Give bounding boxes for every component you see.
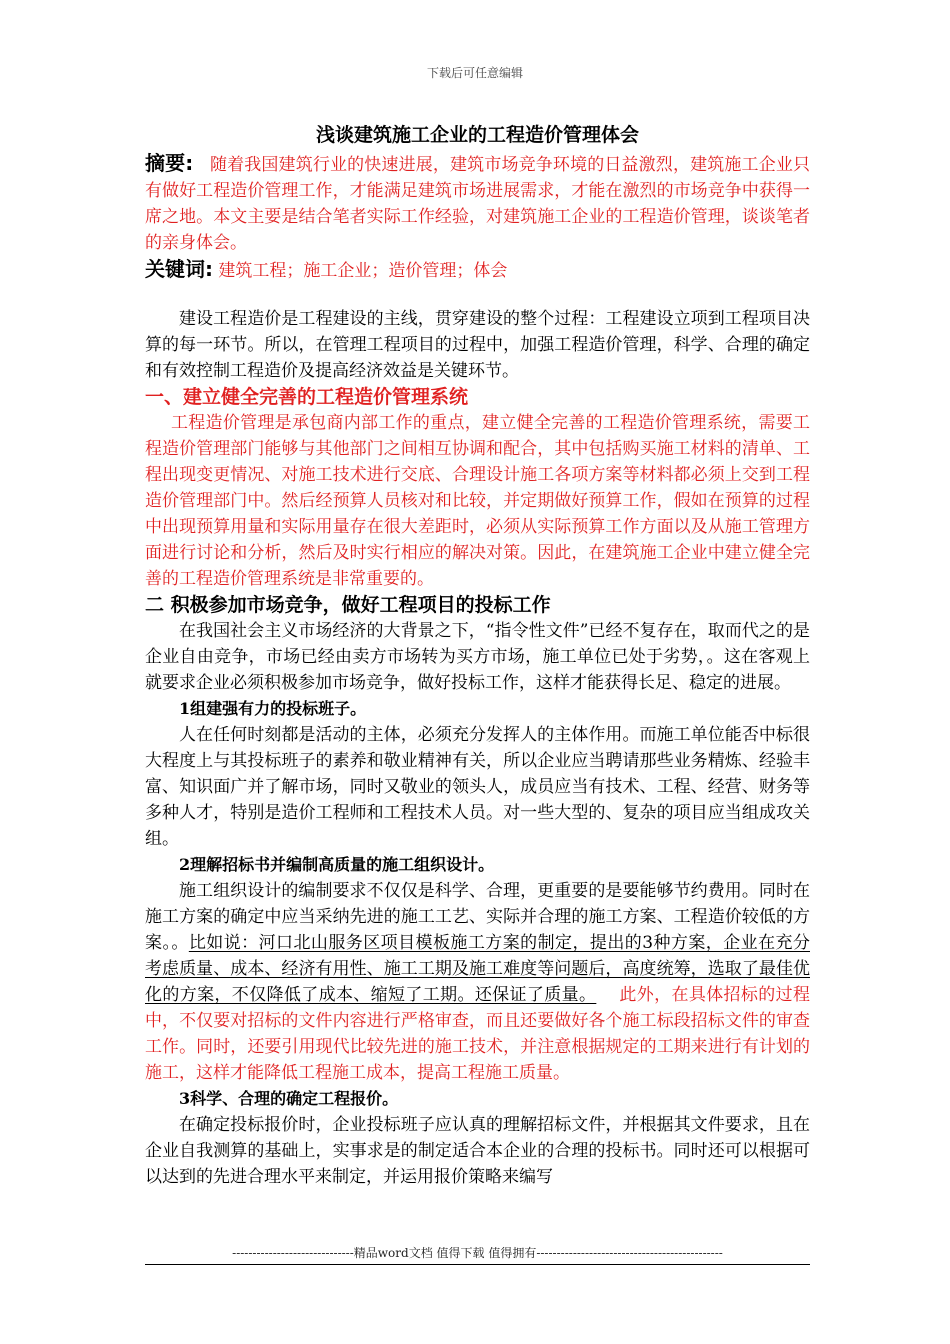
abstract-label: 摘要:: [145, 151, 194, 175]
subsection2-red-text: 此外，在具体招标的过程中，不仅要对招标的文件内容进行严格审查，而且还要做好各个施工标段招标文件的审查工作。同时，还要引用现代比较先进的施工技术，并注意根据规定的工期来进行有计划的施工，这样才能降低工程施工成本，提高工程施工质量。: [145, 985, 810, 1083]
subsection2-example-underlined: 比如说：河口北山服务区项目模板施工方案的制定，提出的3种方案，企业在充分考虑质量、成本、经济有用性、施工工期及施工难度等问题后，高度统筹，选取了最佳优化的方案，不仅降低了成本、缩短了工期。还保证了质量。: [145, 933, 810, 1005]
page-header: 下载后可任意编辑: [426, 66, 523, 80]
abstract-paragraph: [145, 150, 810, 256]
document-title: 浅谈建筑施工企业的工程造价管理体会: [315, 124, 639, 146]
keywords-paragraph: [145, 256, 810, 284]
section1-heading: 一、建立健全完善的工程造价管理系统: [145, 386, 469, 408]
section2-intro-paragraph: 在我国社会主义市场经济的大背景之下，“指令性文件”已经不复存在，取而代之的是企业自由竞争，市场已经由卖方市场转为买方市场，施工单位已处于劣势，。这在客观上就要求企业必须积极参加市场竞争，做好投标工作，这样才能获得长足、稳定的进展。: [145, 621, 810, 693]
section1-paragraph: 工程造价管理是承包商内部工作的重点，建立健全完善的工程造价管理系统，需要工程造价管理部门能够与其他部门之间相互协调和配合，其中包括购买施工材料的清单、工程出现变更情况、对施工技术进行交底、合理设计施工各项方案等材料都必须上交到工程造价管理部门中。然后经预算人员核对和比较，并定期做好预算工作，假如在预算的过程中出现预算用量和实际用量存在很大差距时，必须从实际预算工作方面以及从施工管理方面进行讨论和分析，然后及时实行相应的解决对策。因此，在建筑施工企业中建立健全完善的工程造价管理系统是非常重要的。: [145, 413, 810, 589]
subsection2-heading: 2理解招标书并编制高质量的施工组织设计。: [179, 855, 495, 874]
keywords-label: 关键词:: [145, 257, 213, 281]
document-body: [145, 120, 810, 1190]
subsection1-heading: 1组建强有力的投标班子。: [179, 699, 367, 718]
abstract-text: 随着我国建筑行业的快速进展，建筑市场竞争环境的日益激烈，建筑施工企业只有做好工程造价管理工作，才能满足建筑市场进展需求，才能在激烈的市场竞争中获得一席之地。本文主要是结合笔者实际工作经验，对建筑施工企业的工程造价管理，谈谈笔者的亲身体会。: [145, 155, 810, 253]
keywords-text: 建筑工程；施工企业；造价管理；体会: [218, 261, 508, 281]
intro-paragraph: 建设工程造价是工程建设的主线，贯穿建设的整个过程：工程建设立项到工程项目决算的每一环节。所以，在管理工程项目的过程中，加强工程造价管理，科学、合理的确定和有效控制工程造价及提高经济效益是关键环节。: [145, 309, 810, 381]
section2-heading: 二 积极参加市场竞争，做好工程项目的投标工作: [145, 594, 551, 616]
subsection3-heading: 3科学、合理的确定工程报价。: [179, 1089, 399, 1108]
page-footer: ------------------------------精品word文档 值得下载 值得拥有----------------------------------------------: [232, 1246, 723, 1260]
subsection2-paragraph: [145, 878, 810, 1086]
subsection3-paragraph: 在确定投标报价时，企业投标班子应认真的理解招标文件，并根据其文件要求，且在企业自我测算的基础上，实事求是的制定适合本企业的合理的投标书。同时还可以根据可以达到的先进合理水平来制定，并运用报价策略来编写: [145, 1115, 810, 1187]
subsection1-paragraph: 人在任何时刻都是活动的主体，必须充分发挥人的主体作用。而施工单位能否中标很大程度上与其投标班子的素养和敬业精神有关，所以企业应当聘请那些业务精炼、经验丰富、知识面广并了解市场，同时又敬业的领头人，成员应当有技术、工程、经营、财务等多种人才，特别是造价工程师和工程技术人员。对一些大型的、复杂的项目应当组成攻关组。: [145, 725, 810, 849]
subsection2-text: 施工组织设计的编制要求不仅仅是科学、合理，更重要的是要能够节约费用。同时在施工方案的确定中应当采纳先进的施工工艺、实际并合理的施工方案、工程造价较低的方案。。: [145, 881, 810, 953]
footer-divider: [145, 1264, 810, 1265]
spacer: [145, 284, 810, 306]
